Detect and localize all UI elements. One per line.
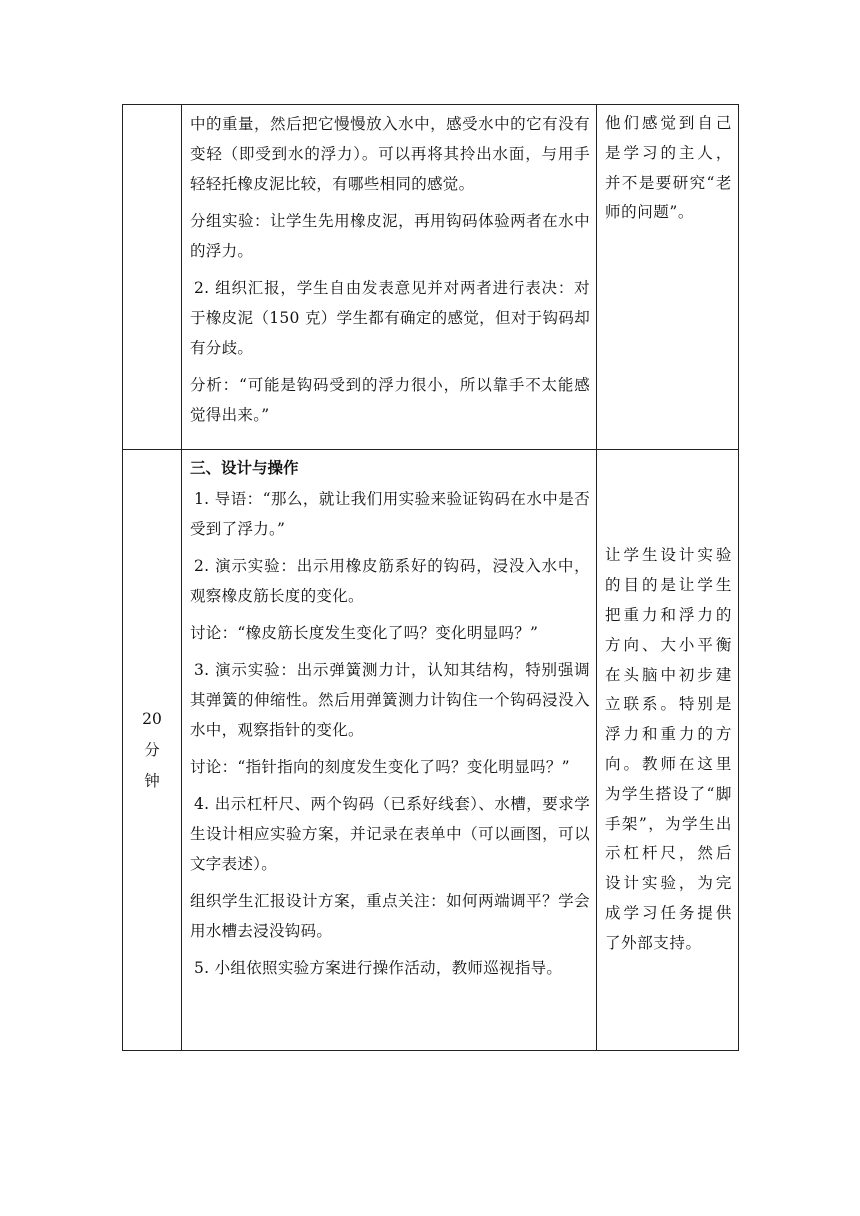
content-paragraph: 讨论：“橡皮筋长度发生变化了吗？变化明显吗？” — [190, 624, 539, 642]
content-paragraph: 3. 演示实验：出示弹簧测力计，认知其结构，特别强调其弹簧的伸缩性。然后用弹簧测力计钩住一个钩码浸没入水中，观察指针的变化。 — [190, 661, 590, 739]
time-cell — [123, 450, 182, 1051]
intent-cell — [597, 105, 739, 450]
lesson-plan-table — [122, 104, 739, 1051]
content-paragraph: 2. 组织汇报，学生自由发表意见并对两者进行表决：对于橡皮泥（150 克）学生都有确定的感觉，但对于钩码却有分歧。 — [190, 279, 590, 357]
content-paragraph: 2. 演示实验：出示用橡皮筋系好的钩码，浸没入水中，观察橡皮筋长度的变化。 — [190, 557, 590, 605]
content-cell — [182, 450, 597, 1051]
content-paragraph: 5. 小组依照实验方案进行操作活动，教师巡视指导。 — [194, 959, 563, 977]
content-paragraph: 中的重量，然后把它慢慢放入水中，感受水中的它有没有变轻（即受到水的浮力）。可以再将其拎出水面，与用手轻轻托橡皮泥比较，有哪些相同的感觉。 — [190, 115, 590, 193]
table-row — [123, 450, 739, 1051]
intent-cell — [597, 450, 739, 1051]
section-heading: 三、设计与操作 — [190, 458, 299, 477]
intent-text: 他们感觉到自己是学习的主人，并不是要研究“老师的问题”。 — [605, 114, 732, 222]
time-label: 20分钟 — [142, 709, 162, 790]
content-paragraph: 分析：“可能是钩码受到的浮力很小，所以靠手不太能感觉得出来。” — [190, 376, 590, 424]
time-cell — [123, 105, 182, 450]
table-row — [123, 105, 739, 450]
content-paragraph: 讨论：“指针指向的刻度发生变化了吗？变化明显吗？” — [190, 758, 570, 776]
content-paragraph: 1. 导语：“那么，就让我们用实验来验证钩码在水中是否受到了浮力。” — [190, 490, 590, 538]
content-cell — [182, 105, 597, 450]
content-paragraph: 4. 出示杠杆尺、两个钩码（已系好线套）、水槽，要求学生设计相应实验方案，并记录在表单中（可以画图，可以文字表述）。 — [190, 795, 590, 873]
content-paragraph: 组织学生汇报设计方案，重点关注：如何两端调平？学会用水槽去浸没钩码。 — [190, 892, 590, 940]
content-paragraph: 分组实验：让学生先用橡皮泥，再用钩码体验两者在水中的浮力。 — [190, 212, 590, 260]
intent-text: 让学生设计实验的目的是让学生把重力和浮力的方向、大小平衡在头脑中初步建立联系。特别是浮力和重力的方向。教师在这里为学生搭设了“脚手架”，为学生出示杠杆尺，然后设计实验，为完成学习任务提供了外部支持。 — [605, 546, 732, 952]
